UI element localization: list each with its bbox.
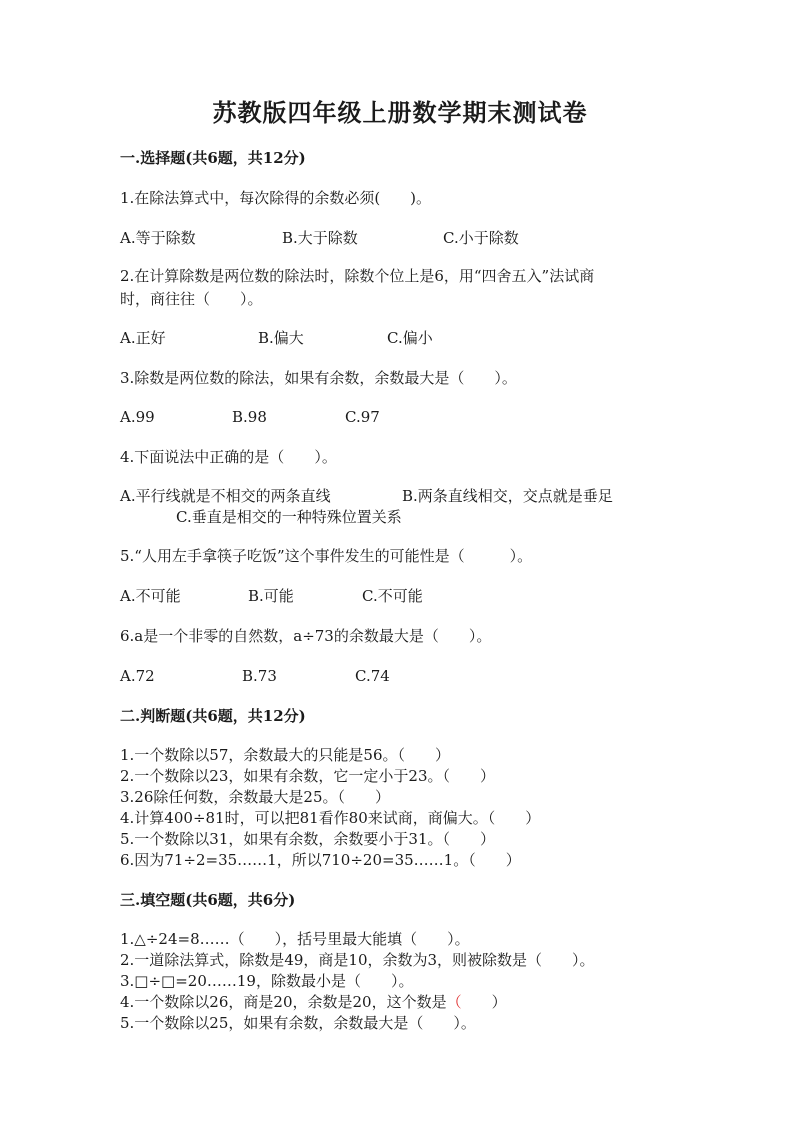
list-item: 5.一个数除以25，如果有余数，余数最大是（ ）。	[120, 1014, 476, 1032]
option-b: B.98	[232, 408, 267, 426]
question-stem: 6.a是一个非零的自然数，a÷73的余数最大是（ ）。	[120, 627, 492, 645]
option-b: B.偏大	[258, 329, 304, 347]
section-heading-choice: 一.选择题(共6题，共12分)	[120, 149, 306, 167]
question-stem: 3.除数是两位数的除法，如果有余数，余数最大是（ ）。	[120, 369, 517, 387]
item-text: 4.一个数除以26，商是20，余数是20，这个数是	[120, 993, 447, 1011]
option-a: A.正好	[120, 329, 166, 347]
option-b: B.73	[242, 667, 277, 685]
option-b: B.可能	[248, 587, 294, 605]
option-a: A.不可能	[120, 587, 181, 605]
list-item: 2.一个数除以23，如果有余数，它一定小于23。（ ）	[120, 767, 495, 785]
option-b: B.大于除数	[282, 229, 358, 247]
option-c: C.垂直是相交的一种特殊位置关系	[176, 508, 402, 526]
list-item	[120, 992, 507, 1012]
question-stem: 2.在计算除数是两位数的除法时，除数个位上是6，用“四舍五入”法试商	[120, 267, 595, 285]
list-item: 1.一个数除以57，余数最大的只能是56。（ ）	[120, 746, 450, 764]
option-c: C.不可能	[362, 587, 423, 605]
section-heading-judgment: 二.判断题(共6题，共12分)	[120, 707, 306, 725]
list-item: 4.计算400÷81时，可以把81看作80来试商，商偏大。（ ）	[120, 809, 541, 827]
option-c: C.74	[355, 667, 390, 685]
page-title: 苏教版四年级上册数学期末测试卷	[212, 98, 588, 127]
list-item: 1.△÷24=8……（ ），括号里最大能填（ ）。	[120, 930, 470, 948]
option-a: A.等于除数	[120, 229, 196, 247]
list-item: 3.26除任何数，余数最大是25。（ ）	[120, 788, 390, 806]
option-a: A.平行线就是不相交的两条直线	[120, 487, 331, 505]
option-c: C.97	[345, 408, 380, 426]
question-stem: 1.在除法算式中，每次除得的余数必须( )。	[120, 189, 432, 207]
list-item: 3.□÷□=20……19，除数最小是（ ）。	[120, 972, 414, 990]
list-item: 6.因为71÷2=35……1，所以710÷20=35……1。（ ）	[120, 851, 521, 869]
question-stem: 4.下面说法中正确的是（ ）。	[120, 448, 337, 466]
list-item: 5.一个数除以31，如果有余数，余数要小于31。（ ）	[120, 830, 495, 848]
option-b: B.两条直线相交，交点就是垂足	[402, 487, 613, 505]
option-c: C.偏小	[387, 329, 433, 347]
option-a: A.99	[120, 408, 155, 426]
list-item: 2.一道除法算式，除数是49，商是10，余数为3，则被除数是（ ）。	[120, 951, 595, 969]
question-stem: 时，商往往（ ）。	[120, 290, 263, 308]
item-text-end: ）	[461, 993, 507, 1011]
option-a: A.72	[120, 667, 155, 685]
red-paren: （	[446, 993, 462, 1011]
section-heading-fill-blank: 三.填空题(共6题，共6分)	[120, 891, 296, 909]
option-c: C.小于除数	[443, 229, 519, 247]
question-stem: 5.“人用左手拿筷子吃饭”这个事件发生的可能性是（ ）。	[120, 547, 533, 565]
